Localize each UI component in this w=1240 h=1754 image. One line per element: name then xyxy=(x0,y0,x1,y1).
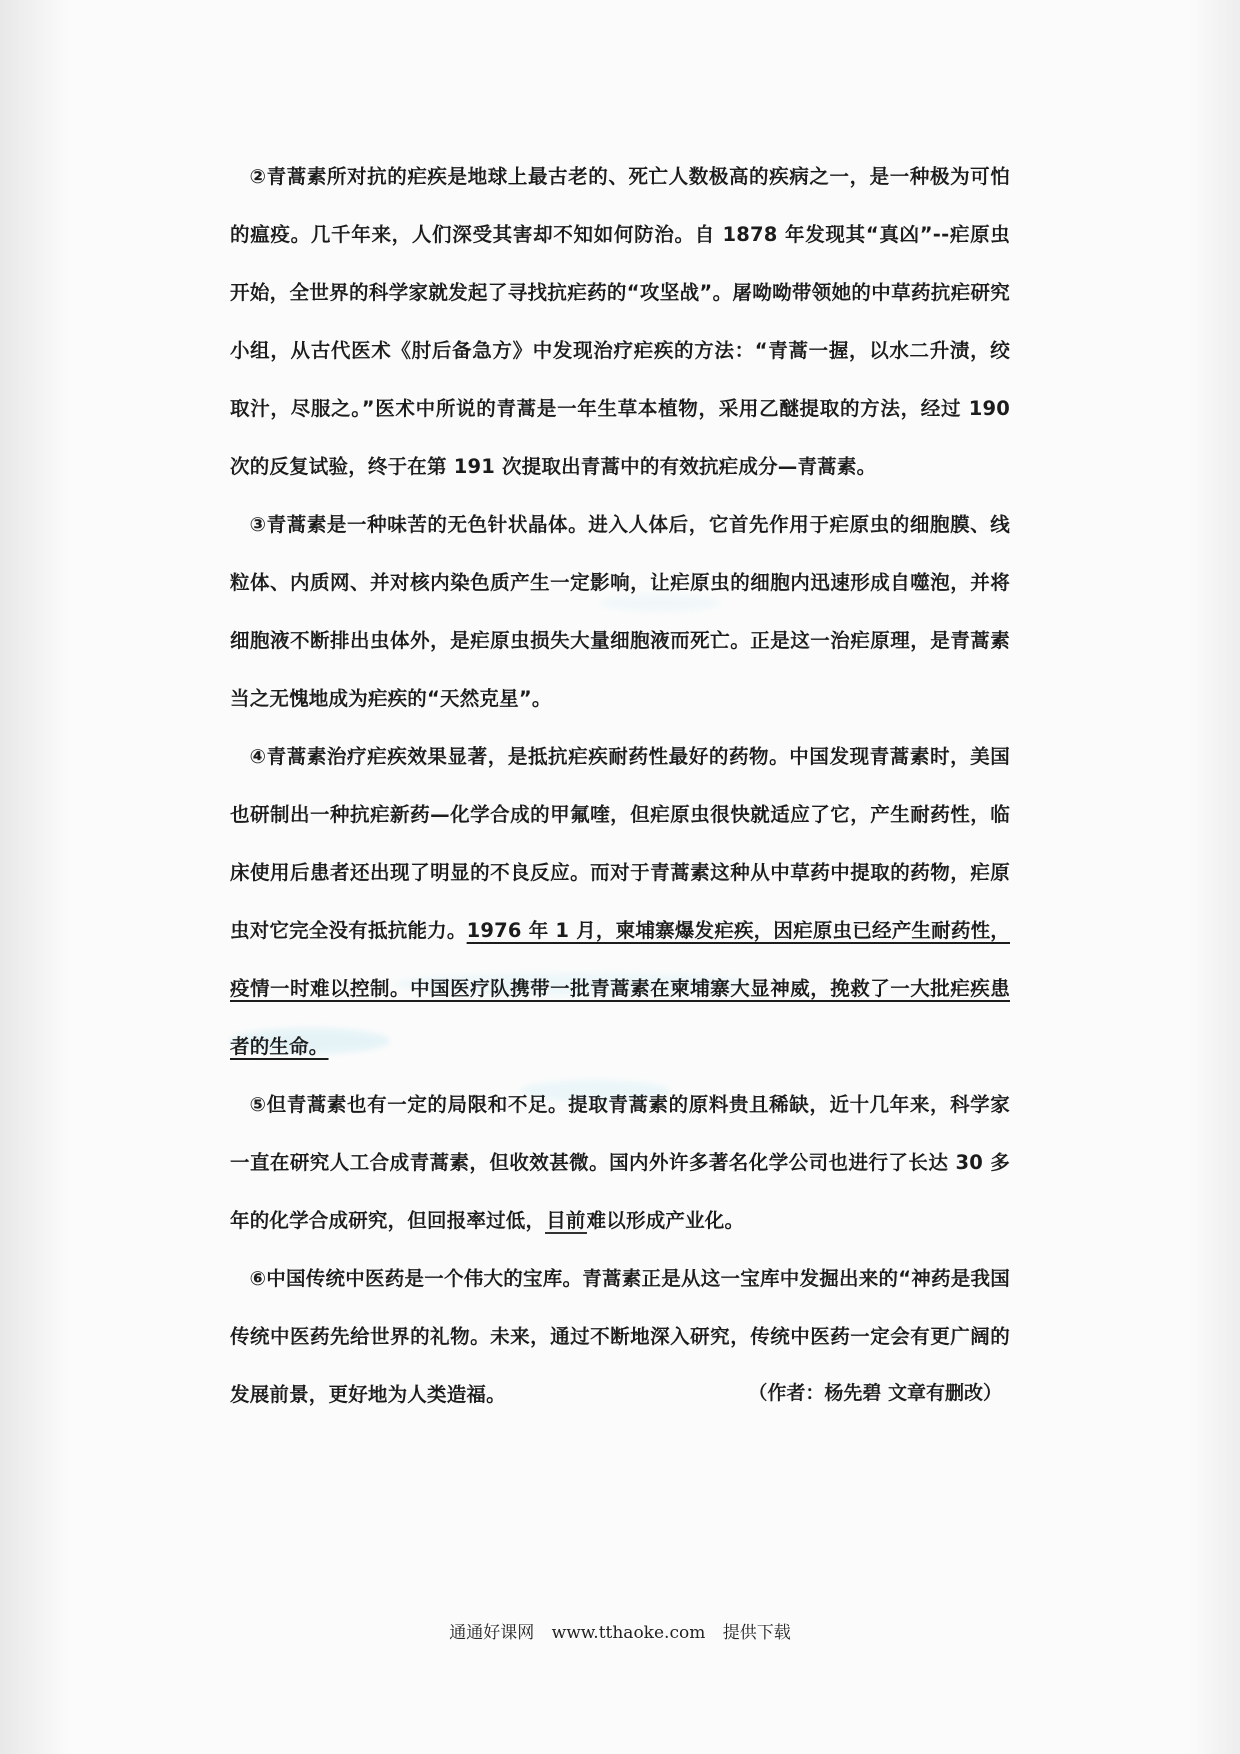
underlined-text: 1976 年 1 月，柬埔寨爆发疟疾，因疟原虫已经产生耐药性，疫情一时难以控制。中国医疗队携带一批青蒿素在柬埔寨大显神威，挽救了一大批疟疾患者的生命。 xyxy=(230,919,1010,1058)
scan-shadow-right xyxy=(1190,0,1240,1754)
paragraph-text: ④青蒿素治疗疟疾效果显著，是抵抗疟疾耐药性最好的药物。中国发现青蒿素时，美国也研制出一种抗疟新药—化学合成的甲氟喹，但疟原虫很快就适应了它，产生耐药性，临床使用后患者还出现了明显的不良反应。而对于青蒿素这种从中草药中提取的药物，疟原虫对它完全没有抵抗能力。 xyxy=(230,745,1010,942)
footer-site-name: 通通好课网 xyxy=(449,1623,535,1643)
article-body xyxy=(230,148,1010,1424)
paragraph-text: 难以形成产业化。 xyxy=(586,1209,745,1232)
paragraph-4 xyxy=(230,728,1010,1076)
paragraph-2 xyxy=(230,148,1010,496)
footer-suffix: 提供下载 xyxy=(722,1623,791,1643)
paragraph-text: ③青蒿素是一种味苦的无色针状晶体。进入人体后，它首先作用于疟原虫的细胞膜、线粒体、内质网、并对核内染色质产生一定影响，让疟原虫的细胞内迅速形成自噬泡，并将细胞液不断排出虫体外，是疟原虫损失大量细胞液而死亡。正是这一治疟原理，是青蒿素当之无愧地成为疟疾的“天然克星”。 xyxy=(230,513,1010,710)
paragraph-3 xyxy=(230,496,1010,728)
scan-shadow-left xyxy=(0,0,70,1754)
footer-url: www.tthaoke.com xyxy=(551,1623,706,1643)
page-footer xyxy=(0,1618,1240,1643)
paragraph-text: ⑥中国传统中医药是一个伟大的宝库。青蒿素正是从这一宝库中发掘出来的“神药是我国传统中医药先给世界的礼物。未来，通过不断地深入研究，传统中医药一定会有更广阔的发展前景，更好地为人类造福。 xyxy=(230,1267,1010,1406)
paragraph-text: ②青蒿素所对抗的疟疾是地球上最古老的、死亡人数极高的疾病之一，是一种极为可怕的瘟疫。几千年来，人们深受其害却不知如何防治。自 1878 年发现其“真凶”--疟原虫开始，全世界的科学家就发起了寻找抗疟药的“攻坚战”。屠呦呦带领她的中草药抗疟研究小组，从古代医术《肘后备急方》中发现治疗疟疾的方法：“青蒿一握，以水二升渍，绞取汁，尽服之。”医术中所说的青蒿是一年生草本植物，采用乙醚提取的方法，经过 190 次的反复试验，终于在第 191 次提取出青蒿中的有效抗疟成分—青蒿素。 xyxy=(230,165,1010,478)
author-credit: （作者：杨先碧 文章有删改） xyxy=(748,1382,1002,1404)
paragraph-5 xyxy=(230,1076,1010,1250)
paragraph-text: ⑤但青蒿素也有一定的局限和不足。提取青蒿素的原料贵且稀缺，近十几年来，科学家一直在研究人工合成青蒿素，但收效甚微。国内外许多著名化学公司也进行了长达 30 多年的化学合成研究，但回报率过低， xyxy=(230,1093,1010,1232)
marked-word: 目前 xyxy=(546,1209,586,1232)
